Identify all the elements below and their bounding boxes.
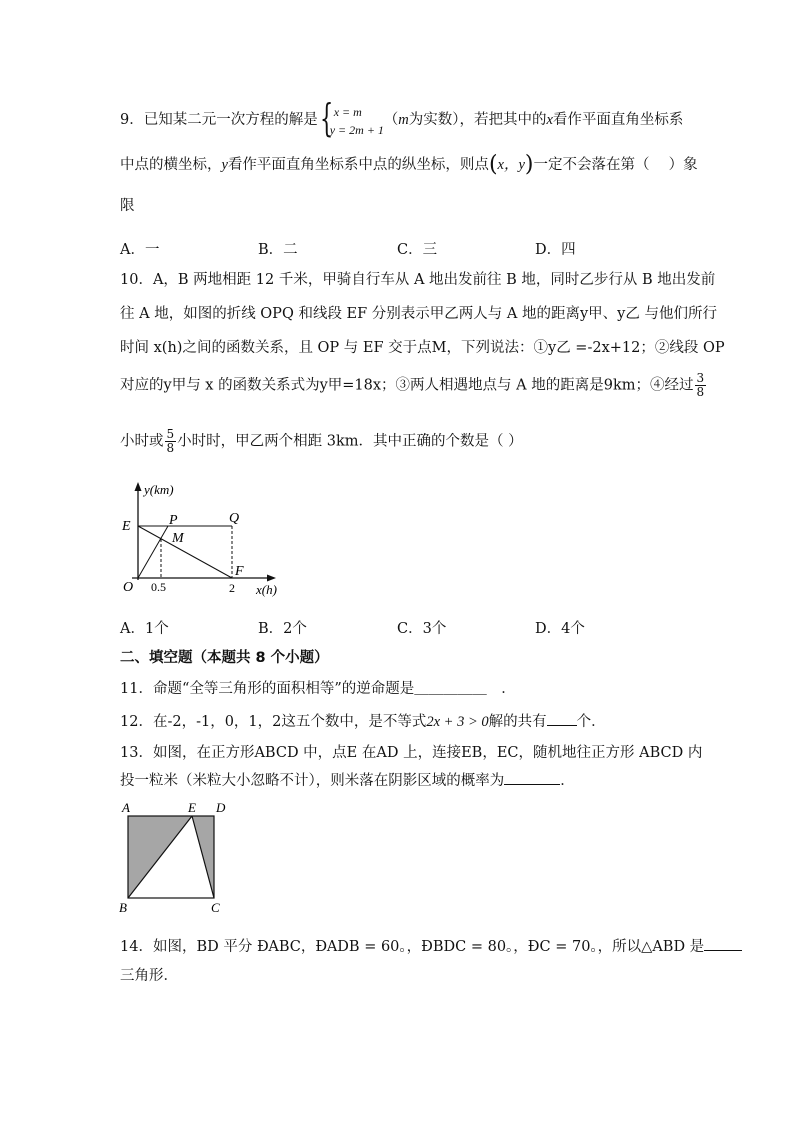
fraction-5-8: $\frac{5}{8}$ — [166, 427, 175, 455]
label-D: D — [216, 800, 226, 815]
label-Q: Q — [229, 511, 240, 526]
label-O: O — [123, 580, 134, 595]
q10-line1: 10．A，B 两地相距 12 千米，甲骑自行车从 A 地出发前往 B 地，同时乙步行从 B 地出发前 — [120, 272, 716, 288]
q9-choice-a: A．一 — [120, 242, 160, 258]
fraction-3-8: $\frac{3}{8}$ — [696, 371, 705, 399]
q9-line3: 限 — [120, 198, 135, 214]
distance-time-graph — [110, 478, 300, 602]
section-heading: 二、填空题（本题共 8 个小题） — [120, 650, 329, 666]
q10-choice-a: A．1个 — [120, 621, 169, 637]
q10-line4: 对应的y甲与 x 的函数关系式为y甲=18x；③两人相遇地点与 A 地的距离是9km；④经过 $\frac{3}{8}$ — [120, 371, 705, 399]
segment-EF — [138, 526, 232, 578]
label-F: F — [235, 564, 244, 579]
q9-choice-c: C．三 — [397, 242, 438, 258]
answer-blank[interactable] — [704, 936, 742, 951]
label-ylabel: y(km) — [144, 482, 174, 497]
label-P: P — [169, 513, 178, 528]
square-figure — [112, 800, 232, 918]
label-xlabel: x(h) — [256, 582, 277, 597]
q9-choice-b: B．二 — [258, 242, 298, 258]
q10-choice-c: C．3个 — [397, 621, 447, 637]
q14-line2: 三角形． — [120, 968, 178, 984]
q9-line1: 9．已知某二元一次方程的解是 { x = m y = 2m + 1 （m为实数），若把其中的x看作平面直角坐标系 — [120, 96, 684, 140]
equation-system: { x = m y = 2m + 1 — [319, 96, 384, 140]
label-M: M — [172, 531, 184, 546]
q10-line5: 小时或 $\frac{5}{8}$ 小时时，甲乙两个相距 3km．其中正确的个数是（ ） — [120, 427, 523, 455]
q10-choice-d: D．4个 — [535, 621, 585, 637]
label-C: C — [211, 900, 220, 915]
q9-line2: 中点的横坐标，y看作平面直角坐标系中点的纵坐标，则点(x，y)一定不会落在第（ ）象 — [120, 152, 698, 177]
q13-line2: 投一粒米（米粒大小忽略不计），则米落在阴影区域的概率为 ． — [120, 770, 575, 791]
q14-line1: 14．如图，BD 平分 ÐABC，ÐADB = 60。，ÐBDC = 80。，ÐC = 70。，所以△ABD 是 — [120, 936, 742, 957]
answer-blank[interactable] — [504, 770, 560, 785]
q12: 12．在-2，-1，0，1，2这五个数中，是不等式2x + 3 > 0解的共有 个． — [120, 711, 606, 732]
equation-1: x = m — [333, 105, 362, 119]
label-B: B — [119, 900, 127, 915]
tick-0.5: 0.5 — [151, 580, 166, 594]
q10-choice-b: B．2个 — [258, 621, 307, 637]
q9-choice-d: D．四 — [535, 242, 576, 258]
q10-line3: 时间 x(h)之间的函数关系，且 OP 与 EF 交于点M，下列说法：①y乙 =-2x+12；②线段 OP — [120, 340, 725, 356]
q10-line2: 往 A 地，如图的折线 OPQ 和线段 EF 分别表示甲乙两人与 A 地的距离y甲、y乙 与他们所行 — [120, 306, 717, 322]
x-axis-arrow — [267, 575, 276, 582]
label-E: E — [122, 519, 131, 534]
answer-blank[interactable] — [547, 711, 577, 726]
y-axis-arrow — [135, 482, 142, 491]
label-A: A — [122, 800, 130, 815]
q13-line1: 13．如图，在正方形ABCD 中，点E 在AD 上，连接EB，EC，随机地往正方形 ABCD 内 — [120, 745, 703, 761]
equation-2: y = 2m + 1 — [329, 123, 384, 137]
label-E: E — [188, 800, 196, 815]
q11: 11．命题“全等三角形的面积相等”的逆命题是＿＿＿＿＿ ． — [120, 681, 516, 697]
tick-2: 2 — [229, 581, 235, 595]
